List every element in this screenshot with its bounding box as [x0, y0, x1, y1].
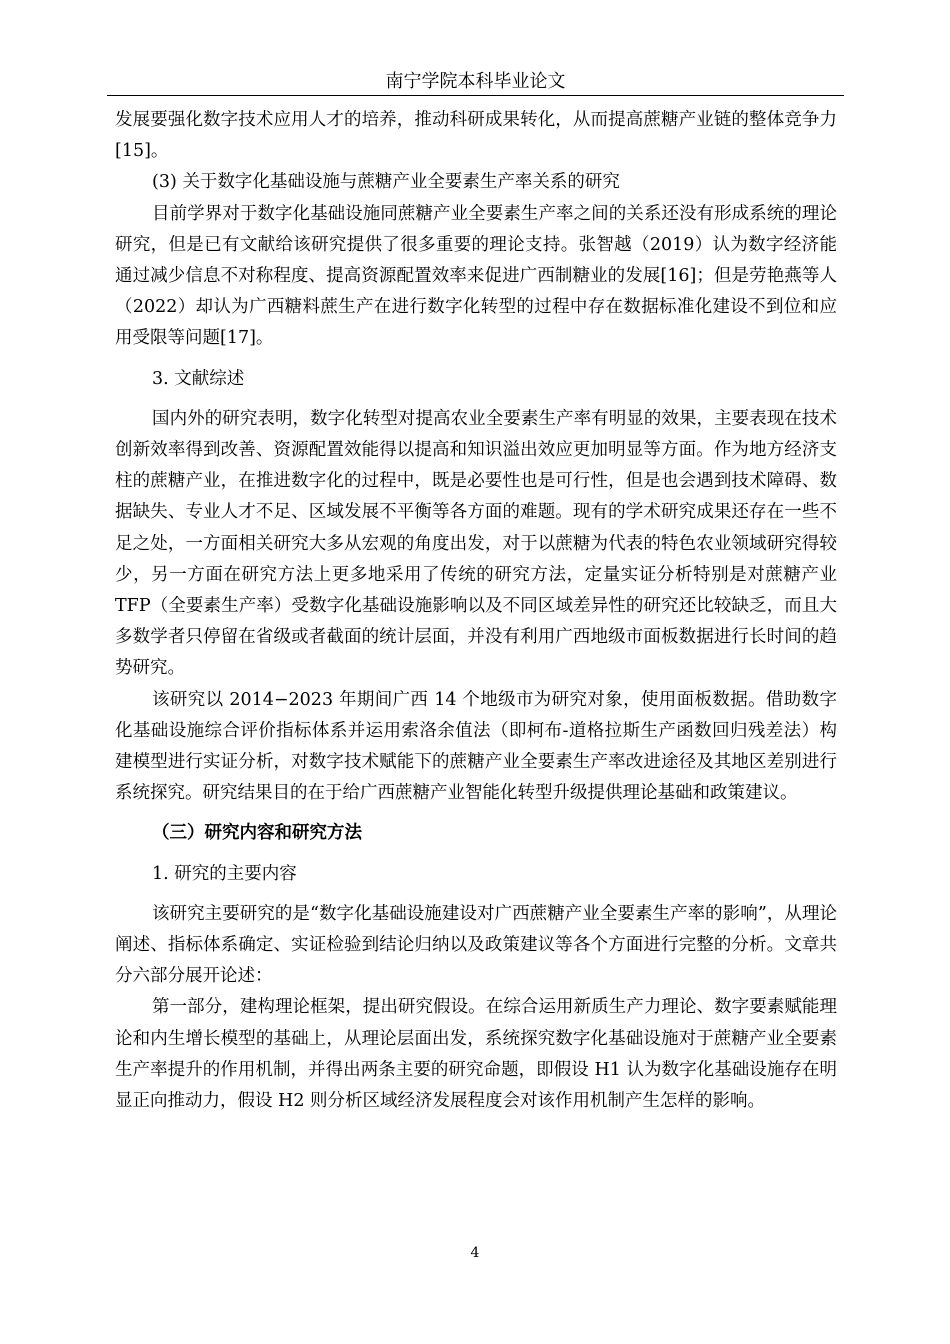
section-heading-literature-review: 3. 文献综述	[152, 368, 245, 389]
paragraph-relation-research: 目前学界对于数字化基础设施同蔗糖产业全要素生产率之间的关系还没有形成系统的理论研究，但是已有文献给该研究提供了很多重要的理论支持。张智越（2019）认为数字经济能通过减少信息不对称程度、提高资源配置效率来促进广西制糖业的发展[16]；但是劳艳燕等人（2022）却认为广西糖料蔗生产在进行数字化转型的过程中存在数据标准化建设不到位和应用受限等问题[17]。	[115, 203, 837, 349]
subheading-3: (3) 关于数字化基础设施与蔗糖产业全要素生产率关系的研究	[152, 172, 620, 193]
paragraph-research-object: 该研究以 2014−2023 年期间广西 14 个地级市为研究对象，使用面板数据。借助数字化基础设施综合评价指标体系并运用索洛余值法（即柯布-道格拉斯生产函数回归残差法）构建模型进行实证分析，对数字技术赋能下的蔗糖产业全要素生产率改进途径及其地区差别进行系统探究。研究结果目的在于给广西蔗糖产业智能化转型升级提供理论基础和政策建议。	[115, 689, 837, 804]
header-rule	[107, 95, 844, 96]
paragraph-literature-review: 国内外的研究表明，数字化转型对提高农业全要素生产率有明显的效果，主要表现在技术创新效率得到改善、资源配置效能得以提高和知识溢出效应更加明显等方面。作为地方经济支柱的蔗糖产业，在推进数字化的过程中，既是必要性也是可行性，但是也会遇到技术障碍、数据缺失、专业人才不足、区域发展不平衡等各方面的难题。现有的学术研究成果还存在一些不足之处，一方面相关研究大多从宏观的角度出发，对于以蔗糖为代表的特色农业领域研究得较少，另一方面在研究方法上更多地采用了传统的研究方法，定量实证分析特别是对蔗糖产业 TFP（全要素生产率）受数字化基础设施影响以及不同区域差异性的研究还比较缺乏，而且大多数学者只停留在省级或者截面的统计层面，并没有利用广西地级市面板数据进行长时间的趋势研究。	[115, 408, 837, 679]
page-header-title: 南宁学院本科毕业论文	[385, 71, 566, 92]
section-heading-content-methods: （三）研究内容和研究方法	[152, 823, 362, 844]
section-heading-main-content: 1. 研究的主要内容	[152, 863, 297, 884]
paragraph-part-one: 第一部分，建构理论框架，提出研究假设。在综合运用新质生产力理论、数字要素赋能理论和内生增长模型的基础上，从理论层面出发，系统探究数字化基础设施对于蔗糖产业全要素生产率提升的作用机制，并得出两条主要的研究命题，即假设 H1 认为数字化基础设施存在明显正向推动力，假设 H2 则分析区域经济发展程度会对该作用机制产生怎样的影响。	[115, 997, 837, 1112]
page-number: 4	[470, 1245, 480, 1261]
paragraph-main-content: 该研究主要研究的是“数字化基础设施建设对广西蔗糖产业全要素生产率的影响”，从理论阐述、指标体系确定、实证检验到结论归纳以及政策建议等各个方面进行完整的分析。文章共分六部分展开论述：	[115, 903, 837, 987]
page-body	[115, 105, 837, 1117]
paragraph-continuation: 发展要强化数字技术应用人才的培养，推动科研成果转化，从而提高蔗糖产业链的整体竞争力[15]。	[115, 110, 837, 162]
